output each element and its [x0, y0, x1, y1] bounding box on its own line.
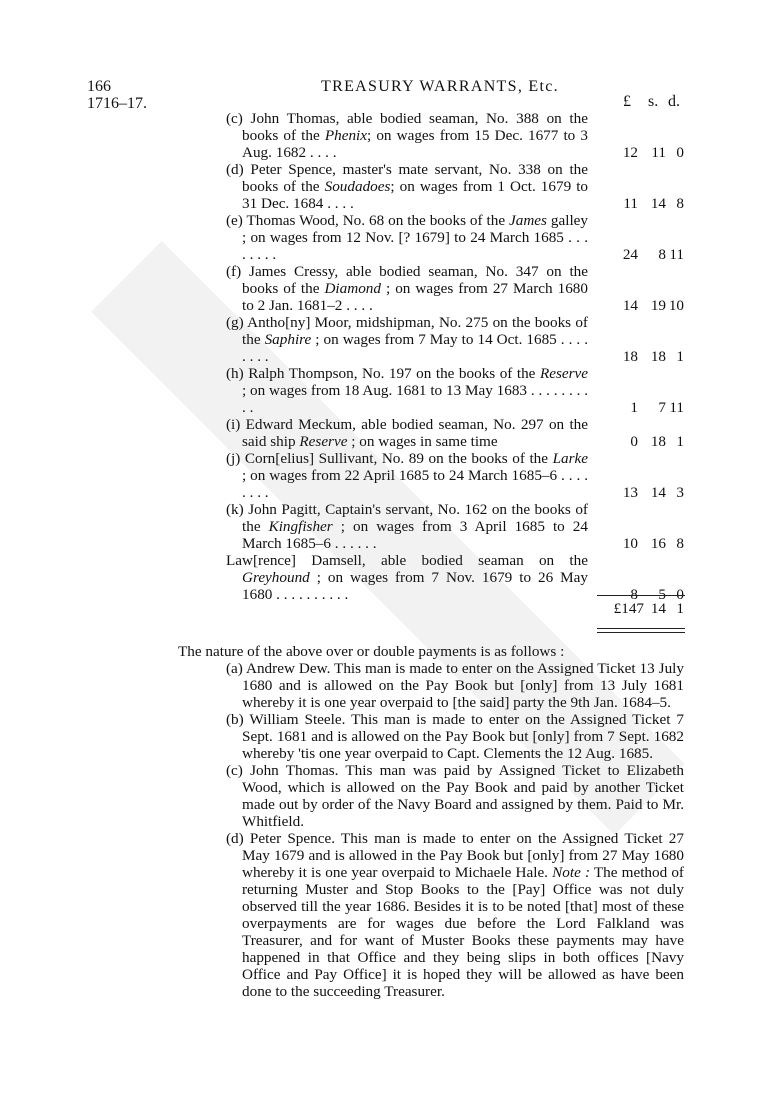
entry-amount: 10 16 8	[622, 535, 684, 552]
entry-text: (c) John Thomas, able bodied seaman, No. 388 on the books of the Phenix; on wages from 15 Dec. 1677 to 3 Aug. 1682 . . . .	[226, 110, 588, 161]
entry-e	[226, 212, 688, 263]
entry-text: (i) Edward Meckum, able bodied seaman, No. 297 on the said ship Reserve ; on wages in same time	[226, 416, 588, 450]
payment-notes	[226, 660, 684, 1000]
entry-amount: 11 14 8	[623, 195, 684, 212]
entry-g	[226, 314, 688, 365]
note-c: (c) John Thomas. This man was paid by Assigned Ticket to Elizabeth Wood, which is allowed on the Pay Book and paid by another Ticket made out by order of the Navy Board and assigned by them. Paid to Mr. Whitfield.	[226, 762, 684, 830]
warrant-entries	[226, 110, 688, 603]
entry-i	[226, 416, 688, 450]
total-rule-double	[597, 632, 685, 633]
entry-amount: 18 18 1	[622, 348, 684, 365]
total-shillings: 14	[650, 600, 666, 617]
total-amount	[590, 600, 684, 618]
note-b: (b) William Steele. This man is made to enter on the Assigned Ticket 7 Sept. 1681 and is allowed on the Pay Book but [only] from 7 Sept. 1682 whereby 'tis one year overpaid to Capt. Clements the 12 Aug. 1685.	[226, 711, 684, 762]
entry-h	[226, 365, 688, 416]
running-head: TREASURY WARRANTS, Etc.	[321, 78, 559, 95]
total-rule-top	[597, 595, 685, 596]
note-label: Note :	[552, 864, 591, 881]
total-pence: 1	[676, 600, 684, 617]
currency-shillings-head: s.	[648, 93, 659, 110]
page-number: 166	[87, 78, 111, 95]
total-pounds: £147	[613, 600, 644, 617]
entry-c	[226, 110, 688, 161]
currency-pence-head: d.	[668, 93, 680, 110]
entry-text: (f) James Cressy, able bodied seaman, No. 347 on the books of the Diamond ; on wages from 27 March 1680 to 2 Jan. 1681–2 . . . .	[226, 263, 588, 314]
entry-text: Law[rence] Damsell, able bodied seaman on the Greyhound ; on wages from 7 Nov. 1679 to 26 May 1680 . . . . . . . . . .	[226, 552, 588, 603]
entry-amount: 1 7 11	[630, 399, 684, 416]
entry-d	[226, 161, 688, 212]
note-d: (d) Peter Spence. This man is made to enter on the Assigned Ticket 27 May 1679 and is allowed in the Pay Book but [only] from 27 May 1680 whereby it is one year overpaid to Michaele Hale. Note : The method of returning Muster and Stop Books to the [Pay] Office was not duly observed till the year 1686. Besides it is to be noted [that] most of these overpayments are for wages due before the Lord Falkland was Treasurer, and for want of Muster Books these payments may have happened in that Office and they being slips in both offices [Navy Office and Pay Office] it is hoped they will be allowed as have been done to the succeeding Treasurer.	[226, 830, 684, 1000]
entry-text: (g) Antho[ny] Moor, midshipman, No. 275 on the books of the Saphire ; on wages from 7 May to 14 Oct. 1685 . . . . . . . .	[226, 314, 589, 365]
nature-intro: The nature of the above over or double payments is as follows :	[178, 643, 565, 660]
entry-amount: 14 19 10	[622, 297, 684, 314]
entry-k	[226, 501, 688, 552]
currency-pounds-head: £	[623, 93, 631, 110]
entry-amount: 0 18 1	[630, 433, 684, 450]
total-rule-bottom	[597, 628, 685, 629]
entry-amount: 24 8 11	[622, 246, 684, 263]
entry-j	[226, 450, 688, 501]
page-year: 1716–17.	[87, 95, 147, 112]
entry-amount: 12 11 0	[622, 144, 684, 161]
entry-text: (e) Thomas Wood, No. 68 on the books of the James galley ; on wages from 12 Nov. [? 1679] to 24 March 1685 . . . . . . . .	[226, 212, 589, 263]
entry-text: (j) Corn[elius] Sullivant, No. 89 on the books of the Larke ; on wages from 22 April 1685 to 24 March 1685–6 . . . . . . . .	[226, 450, 588, 501]
entry-f	[226, 263, 688, 314]
entry-amount: 13 14 3	[622, 484, 684, 501]
entry-text: (h) Ralph Thompson, No. 197 on the books of the Reserve ; on wages from 18 Aug. 1681 to 13 May 1683 . . . . . . . . . .	[226, 365, 588, 416]
note-a: (a) Andrew Dew. This man is made to enter on the Assigned Ticket 13 July 1680 and is allowed on the Pay Book but [only] from 13 July 1681 whereby it is one year overpaid to [the said] party the 9th Jan. 1684–5.	[226, 660, 684, 711]
entry-text: (k) John Pagitt, Captain's servant, No. 162 on the books of the Kingfisher ; on wages from 3 April 1685 to 24 March 1685–6 . . . . . .	[226, 501, 588, 552]
entry-amount: 8 5 0	[630, 586, 684, 603]
entry-text: (d) Peter Spence, master's mate servant, No. 338 on the books of the Soudadoes; on wages from 1 Oct. 1679 to 31 Dec. 1684 . . . .	[226, 161, 589, 212]
